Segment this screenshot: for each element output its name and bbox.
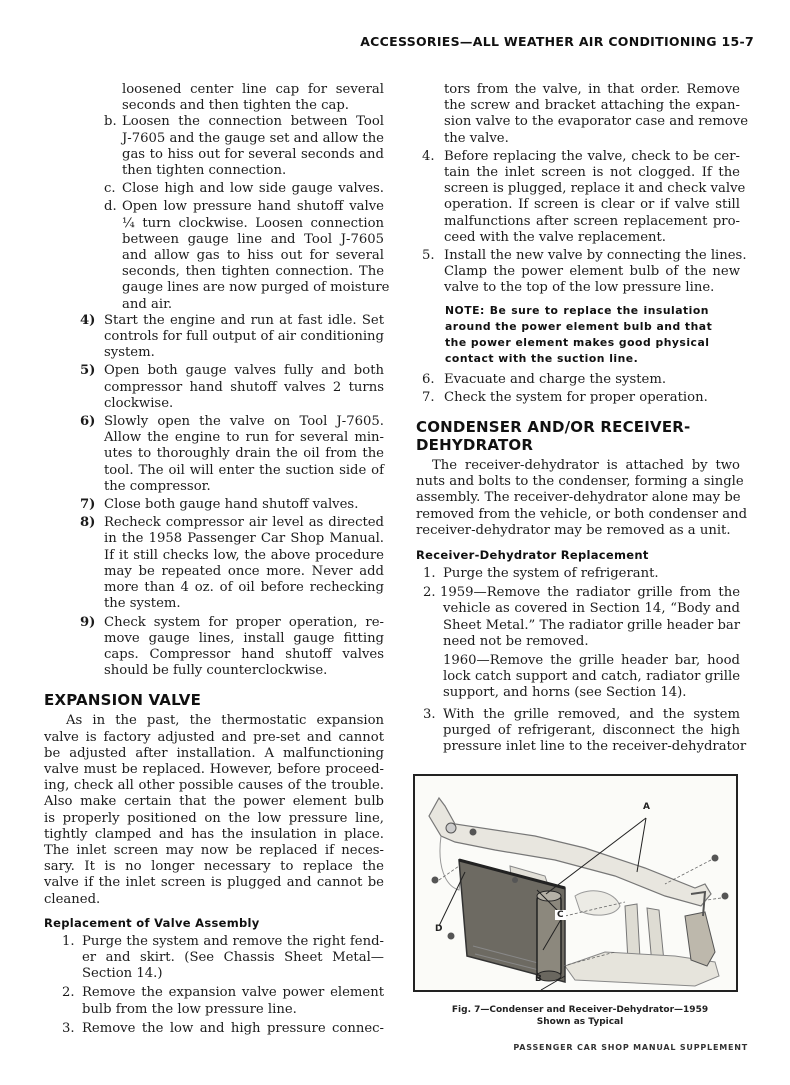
valve-step-6: 6. Evacuate and charge the system. [422, 371, 667, 387]
step-marker: 7) [80, 497, 96, 513]
step-marker: 1. [423, 566, 436, 582]
valve-step-3: 3. Remove the low and high pressure connec- [62, 1020, 384, 1036]
step-marker: 4. [422, 148, 435, 164]
valve-step-3-continued: tors from the valve, in that order. Remove the screw and bracket attaching the expan- sion valve to the evaporator case and remove the valve. [444, 82, 749, 146]
left-column [44, 82, 390, 1037]
step-marker: 3. [423, 706, 436, 722]
step-8: 8) Recheck compressor air level as directed in the 1958 Passenger Car Shop Manual. If it still checks low, the above procedure may be repeated once more. Never add more than 4 oz. of oil before rechecking the system. [80, 515, 384, 612]
figure-caption: Fig. 7—Condenser and Receiver-Dehydrator—1959 Shown as Typical [451, 1005, 709, 1027]
valve-step-4: 4. Before replacing the valve, check to be cer- tain the inlet screen is not clogged. If the screen is plugged, replace it and check valve operation. If screen is clear or if valve still malfunctions after screen replacement pro- ceed with the valve replacement. [422, 148, 746, 245]
step-marker: 3. [62, 1020, 75, 1036]
step-marker: 2. [423, 585, 436, 601]
valve-step-1: 1. Purge the system and remove the right fend- er and skirt. (See Chassis Sheet Metal— Section 14.) [62, 933, 384, 982]
condenser-paragraph: The receiver-dehydrator is attached by two nuts and bolts to the condenser, forming a single assembly. The receiver-dehydrator alone may be removed from the vehicle, or both condenser and receiver-dehydrator may be removed as a unit. [416, 458, 748, 538]
step-7: 7) Close both gauge hand shutoff valves. [80, 497, 359, 513]
step-marker: 9) [80, 614, 96, 630]
note-block: NOTE: Be sure to replace the insulation around the power element bulb and that the power element makes good physical contact with the suction line. [445, 303, 713, 365]
step-marker: 5) [80, 363, 96, 379]
subheading-replacement-of-valve-assembly: Replacement of Valve Assembly [44, 915, 260, 930]
step-marker: 5. [422, 248, 435, 264]
section-heading-condenser: CONDENSER AND/OR RECEIVER- DEHYDRATOR [416, 418, 691, 455]
item-marker: b. [104, 114, 117, 130]
callout-label-d: D [435, 924, 443, 934]
item-marker: d. [104, 199, 117, 215]
step-marker: 8) [80, 515, 96, 531]
subheading-receiver-dehydrator-replacement: Receiver-Dehydrator Replacement [416, 548, 649, 563]
step-marker: 7. [422, 389, 435, 405]
item-marker: c. [104, 181, 116, 197]
callout-label-b: B [535, 974, 542, 984]
callout-label-a: A [643, 802, 650, 812]
item-a-continued: loosened center line cap for several seconds and then tighten the cap. [122, 82, 384, 114]
figure-condenser-receiver-dehydrator [413, 774, 738, 992]
receiver-step-1: 1. Purge the system of refrigerant. [423, 566, 659, 582]
step-6: 6) Slowly open the valve on Tool J-7605. Allow the engine to run for several min- utes to thoroughly drain the oil from the tool. The oil will enter the suction side of the compressor. [80, 414, 384, 494]
item-d: d. Open low pressure hand shutoff valve ¼ turn clockwise. Loosen connection between gauge line and Tool J-7605 and allow gas to hiss out for several seconds, then tighten connection. The gauge lines are now purged of moisture and air. [104, 199, 390, 312]
valve-step-7: 7. Check the system for proper operation. [422, 389, 708, 405]
section-heading-expansion-valve: EXPANSION VALVE [44, 691, 202, 710]
valve-step-5: 5. Install the new valve by connecting the lines. Clamp the power element bulb of the new valve to the top of the low pressure line. [422, 248, 747, 296]
step-marker: 6) [80, 414, 96, 430]
step-5: 5) Open both gauge valves fully and both compressor hand shutoff valves 2 turns clockwise. [80, 363, 384, 411]
receiver-step-2: 2. 1959—Remove the radiator grille from the vehicle as covered in Section 14, “Body and Sheet Metal.” The radiator grille header bar need not be removed. 1960—Remove the grille header bar, hood lock catch support and catch, radiator grille support, and horns (see Section 14). [423, 585, 741, 701]
step-4: 4) Start the engine and run at fast idle. Set controls for full output of air conditioning system. [80, 312, 384, 361]
item-b: b. Loosen the connection between Tool J-7605 and the gauge set and allow the gas to hiss out for several seconds and then tighten connection. [104, 114, 384, 179]
item-c: c. Close high and low side gauge valves. [104, 181, 384, 197]
step-marker: 4) [80, 312, 96, 328]
receiver-step-3: 3. With the grille removed, and the system purged of refrigerant, disconnect the high pressure inlet line to the receiver-dehydrator [423, 706, 747, 755]
step-marker: 6. [422, 371, 435, 387]
step-marker: 2. [62, 985, 75, 1001]
condenser-illustration [415, 776, 736, 990]
valve-step-2: 2. Remove the expansion valve power element bulb from the low pressure line. [62, 985, 384, 1017]
expansion-valve-paragraph: As in the past, the thermostatic expansion valve is factory adjusted and pre-set and cannot be adjusted after installation. A malfunctioning valve must be replaced. However, before proceed- ing, check all other possible causes of the trouble. Also make certain that the power element bulb is properly positioned on the low pressure line, tightly clamped and has the insulation in place. The inlet screen may now be replaced if neces- sary. It is no longer necessary to replace the valve if the inlet screen is plugged and cannot be cleaned. [44, 713, 384, 907]
step-marker: 1. [62, 933, 75, 949]
running-header: ACCESSORIES—ALL WEATHER AIR CONDITIONING 15-7 [360, 34, 754, 49]
right-column [412, 82, 749, 755]
step-9: 9) Check system for proper operation, re- move gauge lines, install gauge fitting caps. Compressor hand shutoff valves should be fully counterclockwise. [80, 614, 384, 679]
callout-label-c: C [557, 910, 564, 920]
page-footer: PASSENGER CAR SHOP MANUAL SUPPLEMENT [513, 1043, 748, 1052]
